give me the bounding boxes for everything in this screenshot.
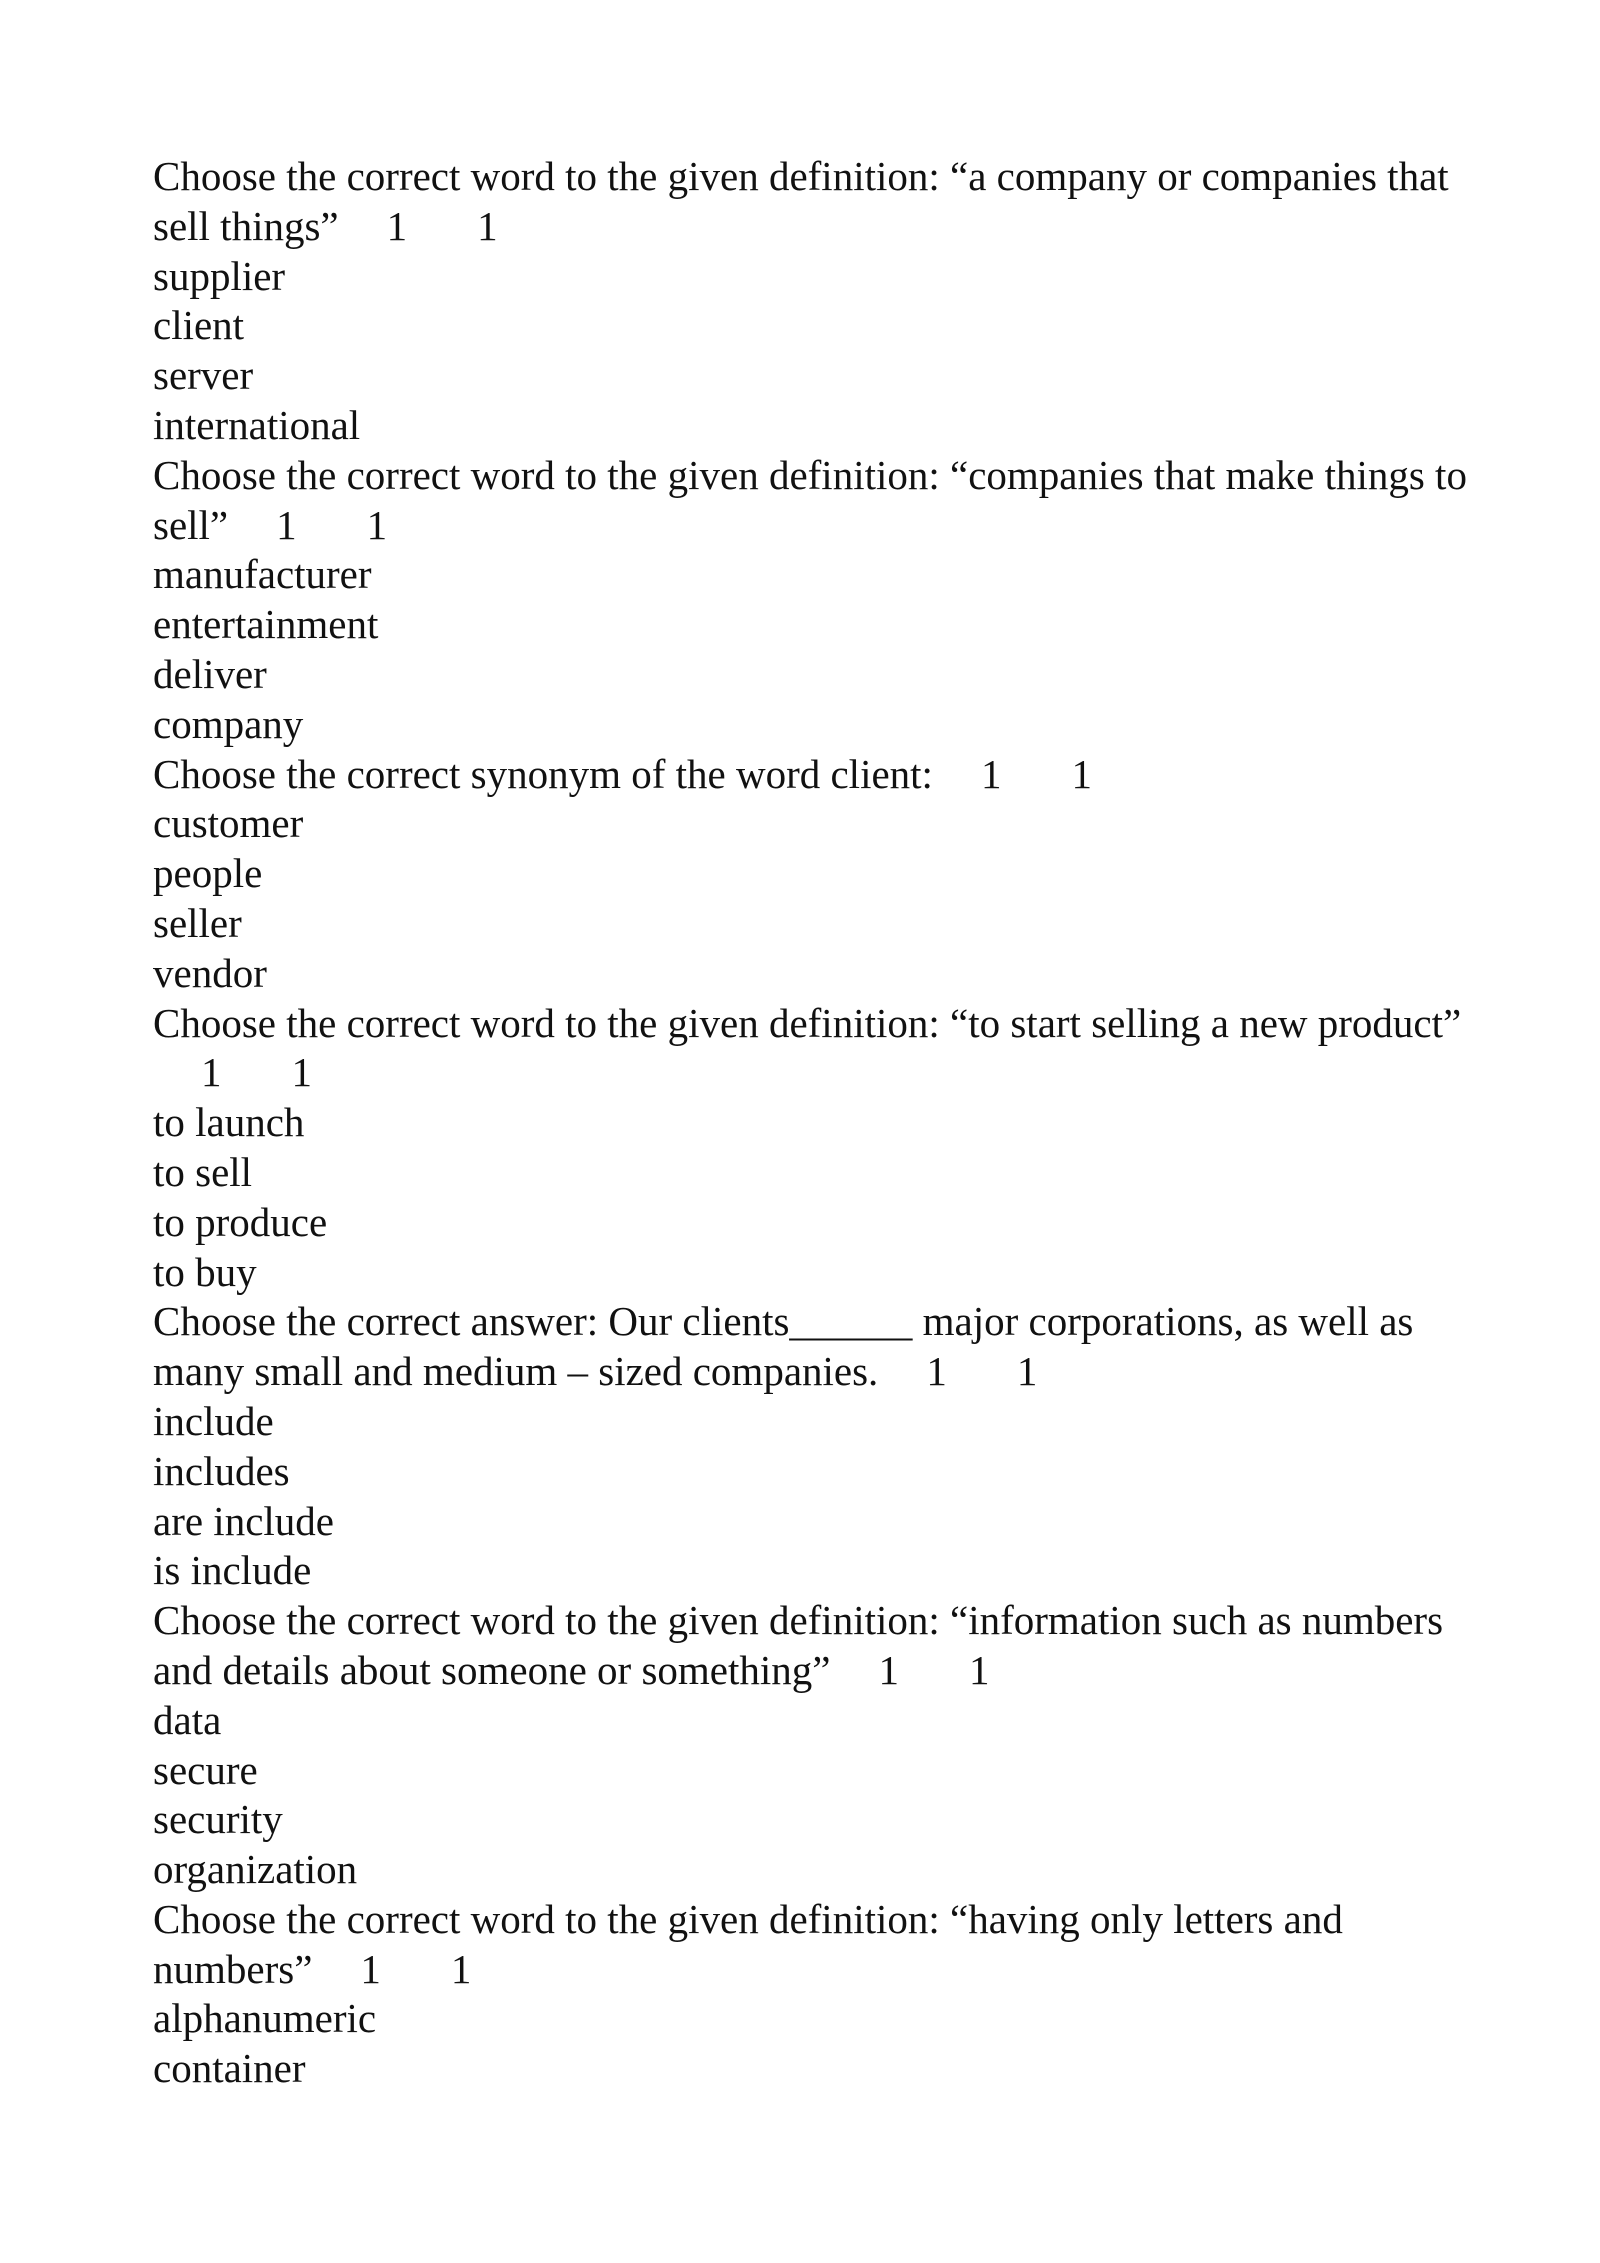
answer-option: to launch xyxy=(153,1099,305,1146)
question-mark-value: 1 xyxy=(360,1945,381,1992)
answer-option: data xyxy=(153,1696,222,1743)
question-line xyxy=(153,1596,1473,1696)
answer-option: include xyxy=(153,1397,274,1444)
question-mark-value: 1 xyxy=(386,202,408,249)
answer-option: includes xyxy=(153,1447,290,1494)
answer-option: organization xyxy=(153,1846,358,1893)
answer-option: company xyxy=(153,700,304,747)
answer-option: container xyxy=(153,2045,306,2092)
answer-option: to sell xyxy=(153,1148,253,1195)
answer-option: international xyxy=(153,401,361,448)
answer-option: manufacturer xyxy=(153,551,372,598)
answer-option: to buy xyxy=(153,1248,257,1295)
question-line xyxy=(153,750,1473,800)
question-text: Choose the correct word to the given definition: “companies that make things to sell” xyxy=(153,451,1467,548)
answer-option: alphanumeric xyxy=(153,1995,377,2042)
answer-option: client xyxy=(153,302,245,349)
answer-option: server xyxy=(153,352,254,399)
answer-option: vendor xyxy=(153,949,267,996)
question-text: Choose the correct answer: Our clients______ major corporations, as well as many small and medium – sized companies. xyxy=(153,1298,1414,1395)
answer-option: seller xyxy=(153,899,242,946)
answer-option: are include xyxy=(153,1497,334,1544)
question-mark-value: 1 xyxy=(980,750,1002,797)
answer-option: security xyxy=(153,1796,283,1843)
question-line xyxy=(153,1297,1473,1397)
answer-option: entertainment xyxy=(153,601,379,648)
question-mark-value: 1 xyxy=(878,1646,899,1693)
answer-option: customer xyxy=(153,800,304,847)
answer-option: to produce xyxy=(153,1198,328,1245)
answer-option: people xyxy=(153,850,263,897)
answer-option: deliver xyxy=(153,650,267,697)
question-weight-value: 1 xyxy=(450,1945,472,1992)
question-line xyxy=(153,451,1473,551)
question-line xyxy=(153,999,1473,1099)
document-body xyxy=(153,152,1473,2094)
question-weight-value: 1 xyxy=(968,1646,990,1693)
question-weight-value: 1 xyxy=(291,1049,312,1096)
question-text: Choose the correct word to the given definition: “having only letters and numbers” xyxy=(153,1895,1343,1992)
question-mark-value: 1 xyxy=(201,1049,222,1096)
question-line xyxy=(153,152,1473,252)
question-weight-value: 1 xyxy=(366,501,388,548)
question-weight-value: 1 xyxy=(1071,750,1092,797)
question-text: Choose the correct word to the given definition: “information such as numbers and details about someone or something” xyxy=(153,1597,1444,1693)
answer-option: secure xyxy=(153,1746,258,1793)
question-text: Choose the correct word to the given definition: “a company or companies that sell things” xyxy=(153,153,1449,249)
question-text: Choose the correct word to the given definition: “to start selling a new product” xyxy=(153,999,1462,1046)
question-weight-value: 1 xyxy=(1016,1348,1038,1395)
question-text: Choose the correct synonym of the word client: xyxy=(153,750,933,797)
answer-option: supplier xyxy=(153,252,286,299)
question-weight-value: 1 xyxy=(477,202,498,249)
question-mark-value: 1 xyxy=(276,501,297,548)
question-mark-value: 1 xyxy=(926,1348,947,1395)
answer-option: is include xyxy=(153,1547,312,1594)
question-line xyxy=(153,1895,1473,1995)
